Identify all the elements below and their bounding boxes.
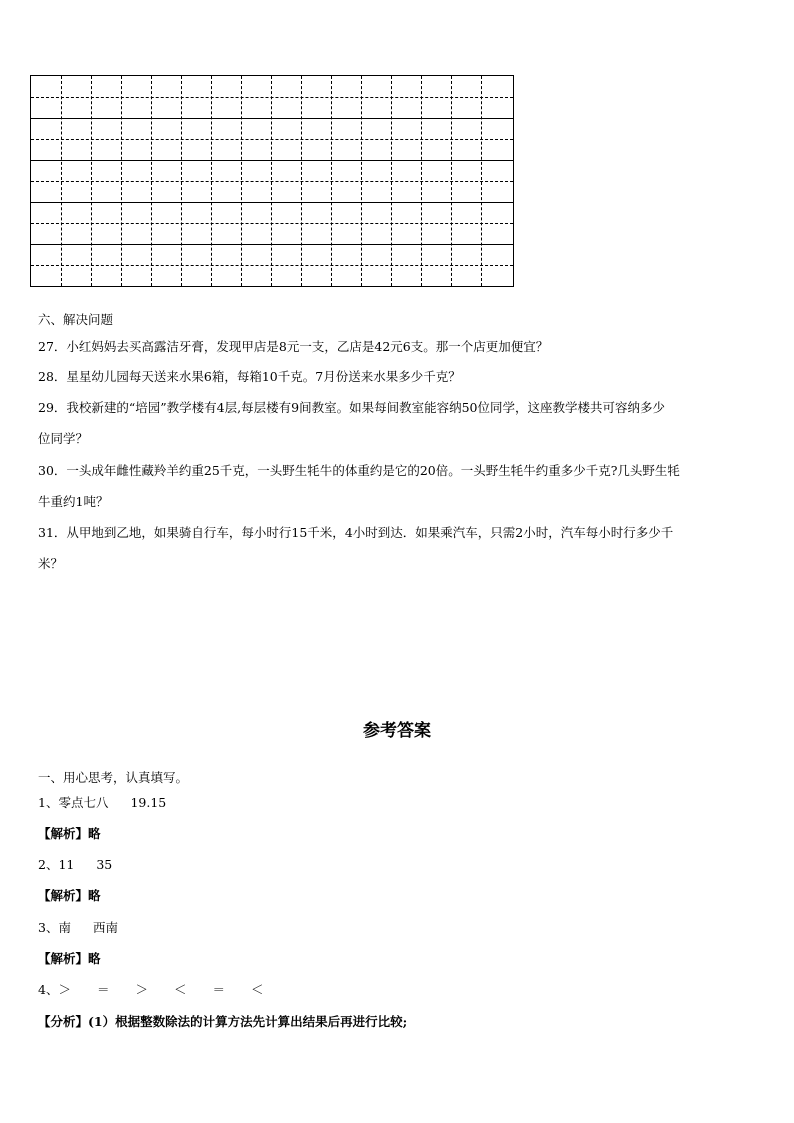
answer-4-analysis: 【分析】(1）根据整数除法的计算方法先计算出结果后再进行比较; xyxy=(38,1014,408,1029)
grid-col-line xyxy=(361,76,362,286)
grid-col-line xyxy=(91,76,92,286)
answer-4-item: ＜ xyxy=(173,982,187,997)
answer-4-item: ＞ xyxy=(135,982,148,997)
grid-col-line xyxy=(151,76,152,286)
grid-col-line xyxy=(241,76,242,286)
grid-col-line xyxy=(391,76,392,286)
grid-col-line xyxy=(121,76,122,286)
question-31-cont: 米？ xyxy=(38,556,64,571)
answer-2-analysis: 【解析】略 xyxy=(38,888,101,903)
answer-4 xyxy=(38,982,263,998)
answer-1-num: 1、零点七八 xyxy=(38,795,109,810)
grid-col-line xyxy=(271,76,272,286)
answer-3-num: 3、南 xyxy=(38,920,71,935)
grid-guide-line xyxy=(31,223,513,224)
grid-col-line xyxy=(331,76,332,286)
answers-title: 参考答案 xyxy=(363,721,431,741)
grid-guide-line xyxy=(31,181,513,182)
grid-col-line xyxy=(301,76,302,286)
answer-2-num: 2、11 xyxy=(38,857,75,872)
question-30-cont: 牛重约1吨？ xyxy=(38,494,109,509)
grid-col-line xyxy=(61,76,62,286)
answer-2-val: 35 xyxy=(96,857,113,872)
grid-col-line xyxy=(481,76,482,286)
question-31: 31．从甲地到乙地，如果骑自行车，每小时行15千米，4小时到达．如果乘汽车，只需2小时，汽车每小时行多少千 xyxy=(38,525,674,540)
grid-row-line xyxy=(31,160,513,161)
answer-1-analysis: 【解析】略 xyxy=(38,826,101,841)
answer-4-item: ＝ xyxy=(212,982,225,997)
answer-4-item: ＜ xyxy=(250,982,264,997)
answer-4-item: 4、＞ xyxy=(38,982,71,997)
grid-col-line xyxy=(421,76,422,286)
answer-3-val: 西南 xyxy=(92,920,118,935)
grid-guide-line xyxy=(31,139,513,140)
part1-heading: 一、用心思考，认真填写。 xyxy=(38,770,189,785)
question-30: 30．一头成年雌性藏羚羊约重25千克，一头野生牦牛的体重约是它的20倍。一头野生牦牛约重多少千克?几头野生牦 xyxy=(38,463,680,478)
section-heading: 六、解决问题 xyxy=(38,312,114,327)
grid-col-line xyxy=(211,76,212,286)
answer-1-val: 19.15 xyxy=(130,795,167,810)
question-29: 29．我校新建的“培园”教学楼有4层,每层楼有9间教室。如果每间教室能容纳50位同学，这座教学楼共可容纳多少 xyxy=(38,400,665,415)
writing-grid xyxy=(30,75,514,287)
answer-4-item: ＝ xyxy=(96,982,110,997)
grid-guide-line xyxy=(31,97,513,98)
grid-row-line xyxy=(31,118,513,119)
grid-col-line xyxy=(451,76,452,286)
grid-guide-line xyxy=(31,265,513,266)
question-28: 28．星星幼儿园每天送来水果6箱，每箱10千克。7月份送来水果多少千克？ xyxy=(38,369,461,384)
grid-col-line xyxy=(181,76,182,286)
question-29-cont: 位同学？ xyxy=(38,431,89,446)
question-27: 27．小红妈妈去买高露洁牙膏，发现甲店是8元一支，乙店是42元6支。那一个店更加便宜？ xyxy=(38,339,549,354)
answer-3 xyxy=(38,920,118,936)
answer-3-analysis: 【解析】略 xyxy=(38,951,101,966)
grid-row-line xyxy=(31,202,513,203)
answer-1 xyxy=(38,795,166,811)
grid-row-line xyxy=(31,244,513,245)
answer-2 xyxy=(38,857,112,873)
